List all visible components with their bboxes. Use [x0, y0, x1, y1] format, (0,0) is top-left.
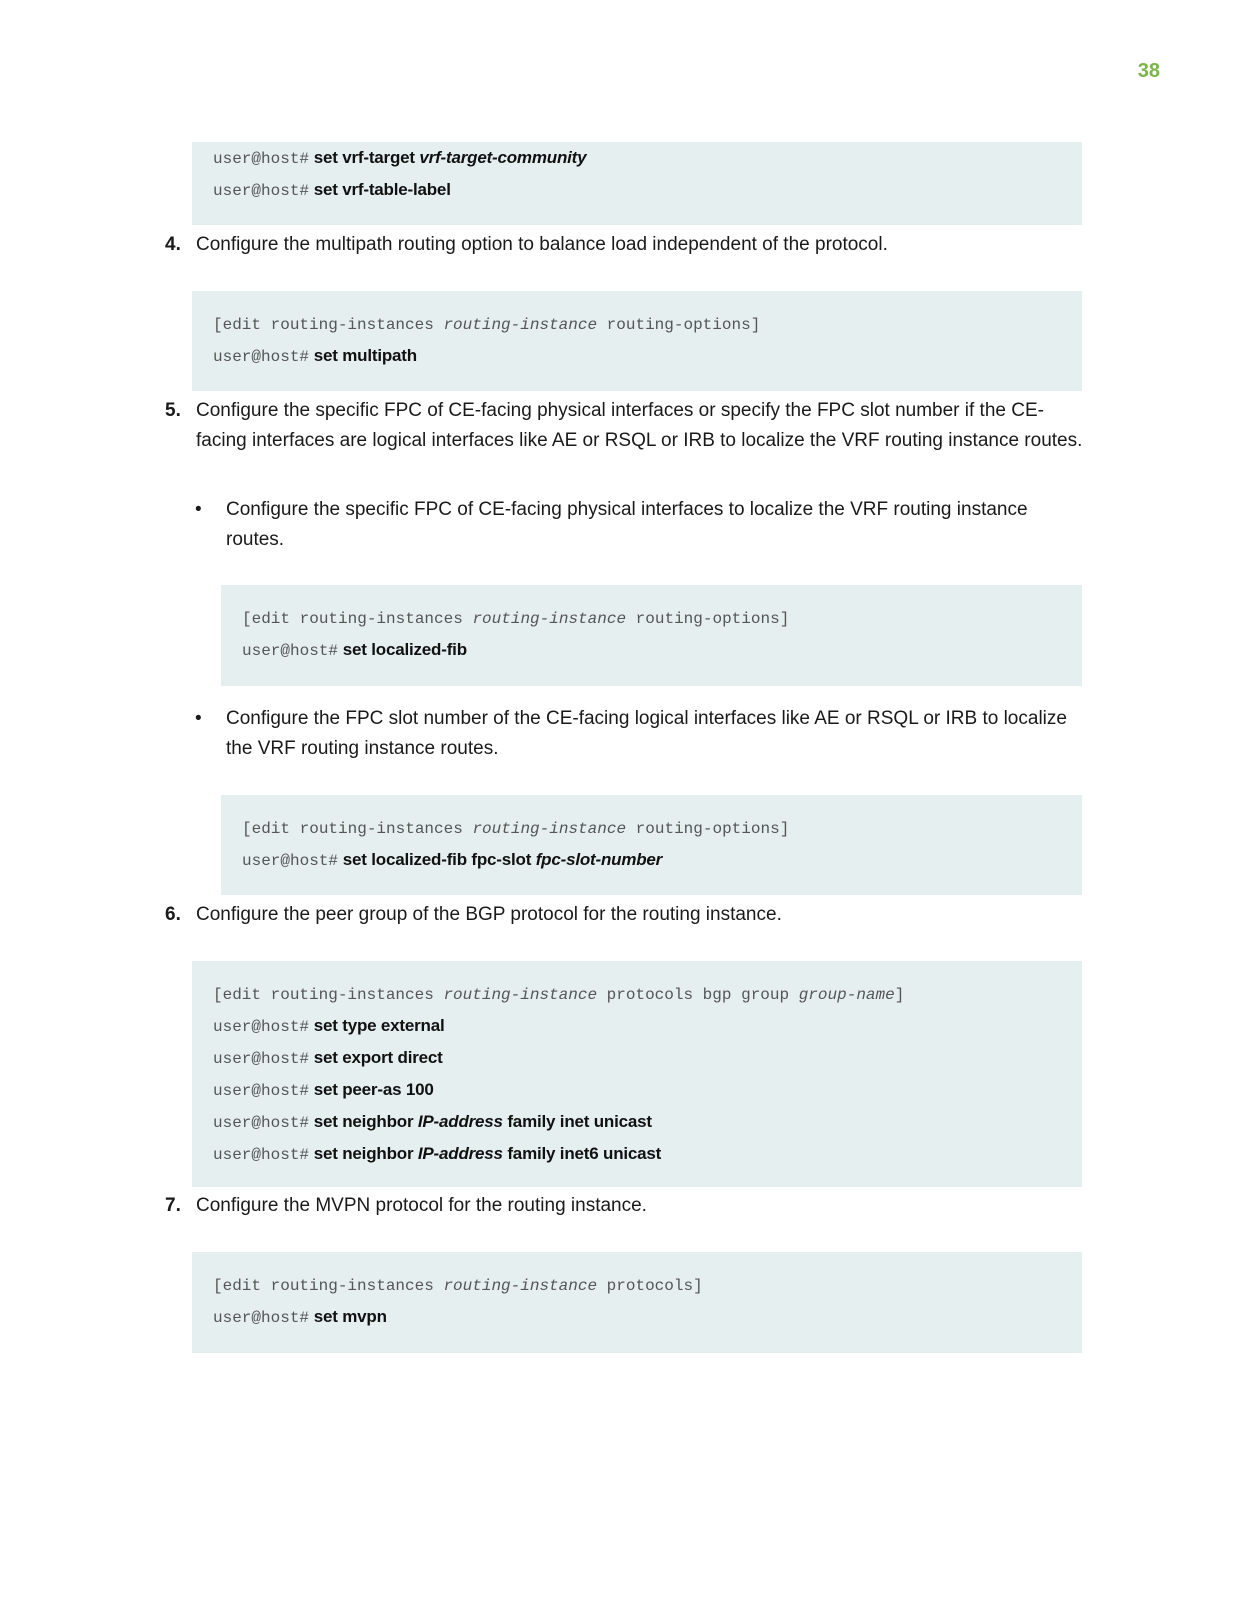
step-5 — [165, 396, 1085, 456]
cli-command: set neighbor IP-address family inet6 unicast — [313, 1144, 662, 1163]
config-hierarchy: [edit routing-instances routing-instance protocols] — [213, 1277, 703, 1295]
code-block — [221, 585, 1082, 686]
bullet-text: Configure the FPC slot number of the CE-facing logical interfaces like AE or RSQL or IRB to localize the VRF routing instance routes. — [226, 708, 1067, 759]
code-command-line — [213, 174, 1082, 206]
code-block — [221, 795, 1082, 895]
cli-prompt: user@host# — [213, 150, 310, 168]
bullet-symbol: • — [195, 708, 202, 729]
config-hierarchy: [edit routing-instances routing-instance protocols bgp group group-name] — [213, 986, 905, 1004]
code-command-line — [242, 634, 1082, 666]
code-context-line — [213, 1269, 1082, 1301]
step-7 — [165, 1191, 1085, 1221]
code-context-line — [242, 602, 1082, 634]
config-hierarchy: [edit routing-instances routing-instance routing-options] — [213, 316, 761, 334]
cli-prompt: user@host# — [213, 1309, 310, 1327]
code-command-line — [213, 142, 1082, 174]
code-command-line — [213, 340, 1082, 372]
code-command-line — [213, 1106, 1082, 1138]
cli-command: set vrf-target vrf-target-community — [313, 148, 587, 167]
cli-prompt: user@host# — [213, 348, 310, 366]
cli-prompt: user@host# — [242, 642, 339, 660]
cli-prompt: user@host# — [213, 1082, 310, 1100]
cli-command: set type external — [313, 1016, 445, 1035]
code-block — [192, 961, 1082, 1187]
cli-command: set localized-fib — [342, 640, 467, 659]
bullet-text: Configure the specific FPC of CE-facing physical interfaces to localize the VRF routing instance routes. — [226, 499, 1028, 550]
code-command-line — [213, 1301, 1082, 1333]
config-hierarchy: [edit routing-instances routing-instance routing-options] — [242, 610, 790, 628]
cli-command: set multipath — [313, 346, 417, 365]
cli-command: set localized-fib fpc-slot fpc-slot-number — [342, 850, 663, 869]
code-block — [192, 291, 1082, 391]
page-number: 38 — [1137, 60, 1160, 82]
step-text: Configure the multipath routing option to balance load independent of the protocol. — [196, 234, 888, 255]
code-command-line — [213, 1138, 1082, 1170]
step-6 — [165, 900, 1085, 930]
bullet-symbol: • — [195, 499, 202, 520]
step-number: 5. — [165, 400, 181, 421]
cli-command: set neighbor IP-address family inet unicast — [313, 1112, 652, 1131]
code-block — [192, 142, 1082, 225]
step-text: Configure the specific FPC of CE-facing physical interfaces or specify the FPC slot number if the CE-facing interfaces are logical interfaces like AE or RSQL or IRB to localize the VRF routing instance routes. — [196, 400, 1083, 451]
code-command-line — [213, 1074, 1082, 1106]
code-command-line — [213, 1010, 1082, 1042]
cli-prompt: user@host# — [213, 1050, 310, 1068]
code-context-line — [213, 308, 1082, 340]
cli-command: set peer-as 100 — [313, 1080, 434, 1099]
config-hierarchy: [edit routing-instances routing-instance routing-options] — [242, 820, 790, 838]
cli-prompt: user@host# — [242, 852, 339, 870]
code-context-line — [242, 812, 1082, 844]
code-command-line — [213, 1042, 1082, 1074]
step-number: 6. — [165, 904, 181, 925]
code-block — [192, 1252, 1082, 1353]
step-number: 7. — [165, 1195, 181, 1216]
code-command-line — [242, 844, 1082, 876]
cli-prompt: user@host# — [213, 1146, 310, 1164]
cli-prompt: user@host# — [213, 1018, 310, 1036]
step-number: 4. — [165, 234, 181, 255]
cli-command: set export direct — [313, 1048, 443, 1067]
step-text: Configure the peer group of the BGP protocol for the routing instance. — [196, 904, 782, 925]
code-context-line — [213, 978, 1082, 1010]
step-4 — [165, 230, 1085, 260]
bullet-item — [195, 704, 1085, 764]
cli-prompt: user@host# — [213, 182, 310, 200]
cli-command: set mvpn — [313, 1307, 387, 1326]
bullet-item — [195, 495, 1085, 555]
step-text: Configure the MVPN protocol for the routing instance. — [196, 1195, 647, 1216]
cli-prompt: user@host# — [213, 1114, 310, 1132]
cli-command: set vrf-table-label — [313, 180, 451, 199]
